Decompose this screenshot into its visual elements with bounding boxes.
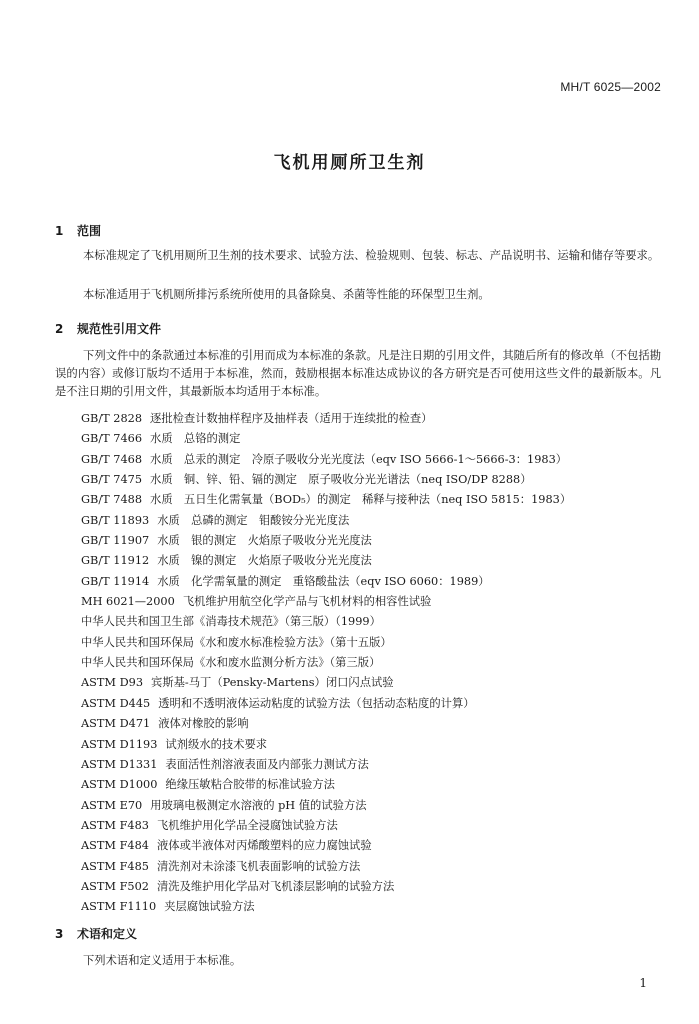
reference-code: GB/T 7466 [81,432,143,446]
reference-item [81,592,671,612]
reference-code: ASTM D471 [81,717,151,731]
reference-title: 液体对橡胶的影响 [158,717,249,731]
reference-title: 绝缘压敏粘合胶带的标准试验方法 [165,778,335,792]
reference-title: 飞机维护用航空化学产品与飞机材料的相容性试验 [182,595,432,609]
reference-code: GB/T 11912 [81,554,150,568]
reference-title: 水质 总铬的测定 [150,432,241,446]
reference-title: 用玻璃电极测定水溶液的 pH 值的试验方法 [150,798,367,812]
reference-code: ASTM D445 [81,696,151,710]
section-1-heading [55,222,101,239]
section-3-heading [55,925,137,942]
section-1-paragraph-1: 本标准规定了飞机用厕所卫生剂的技术要求、试验方法、检验规则、包装、标志、产品说明书、运输和储存等要求。 [83,249,660,262]
document-title: 飞机用厕所卫生剂 [273,153,426,173]
reference-title: 水质 五日生化需氧量（BOD₅）的测定 稀释与接种法（neq ISO 5815：1983） [150,493,572,507]
reference-item [81,409,671,429]
reference-title: 宾斯基-马丁（Pensky-Martens）闭口闪点试验 [151,676,394,690]
standard-code: MH/T 6025—2002 [560,80,661,94]
reference-item [81,429,671,449]
reference-item [81,511,671,531]
reference-item [81,714,671,734]
reference-title: 表面活性剂溶液表面及内部张力测试方法 [165,757,369,771]
reference-code: ASTM F502 [81,879,149,893]
reference-item [81,633,671,653]
reference-code: GB/T 7488 [81,493,143,507]
reference-code: GB/T 11893 [81,513,150,527]
reference-item [81,816,671,836]
reference-item [81,450,671,470]
reference-title: 水质 总汞的测定 冷原子吸收分光光度法（eqv ISO 5666-1～5666-3：1983） [150,452,568,466]
section-3-paragraph-1: 下列术语和定义适用于本标准。 [83,954,242,967]
reference-item [81,470,671,490]
reference-title: 飞机维护用化学品全浸腐蚀试验方法 [157,818,338,832]
section-number: 3 [55,927,64,941]
reference-title: 水质 铜、锌、铅、镉的测定 原子吸收分光光谱法（neq ISO/DP 8288） [150,473,532,487]
reference-code: GB/T 7475 [81,473,143,487]
reference-code: GB/T 11914 [81,574,150,588]
reference-title: 清洗剂对未涂漆飞机表面影响的试验方法 [157,859,361,873]
reference-title: 夹层腐蚀试验方法 [164,900,255,914]
section-number: 2 [55,322,64,336]
section-2-paragraph-1: 下列文件中的条款通过本标准的引用而成为本标准的条款。凡是注日期的引用文件，其随后所有的修改单（不包括勘误的内容）或修订版均不适用于本标准，然而，鼓励根据本标准达成协议的各方研究是否可使用这些文件的最新版本。凡是不注日期的引用文件，其最新版本均适用于本标准。 [55,349,661,398]
reference-title: 中华人民共和国环保局《水和废水标准检验方法》（第十五版） [81,635,392,649]
reference-title: 水质 银的测定 火焰原子吸收分光光度法 [157,534,372,548]
reference-title: 清洗及维护用化学品对飞机漆层影响的试验方法 [157,879,395,893]
section-title: 术语和定义 [77,927,138,941]
section-title: 范围 [77,224,102,238]
section-1-paragraph-2: 本标准适用于飞机厕所排污系统所使用的具备除臭、杀菌等性能的环保型卫生剂。 [83,288,490,301]
reference-code: GB/T 2828 [81,412,143,425]
reference-item [81,653,671,673]
section-title: 规范性引用文件 [77,322,162,336]
reference-item [81,572,671,592]
reference-item [81,490,671,510]
reference-title: 水质 镍的测定 火焰原子吸收分光光度法 [157,554,372,568]
reference-code: ASTM D93 [81,676,144,690]
reference-title: 逐批检查计数抽样程序及抽样表（适用于连续批的检查） [150,412,433,425]
reference-code: ASTM F484 [81,839,149,853]
reference-item [81,673,671,693]
reference-code: ASTM D1331 [81,757,158,771]
reference-item [81,735,671,755]
reference-code: ASTM D1000 [81,778,158,792]
page-number: 1 [639,976,647,990]
reference-item [81,612,671,632]
reference-title: 液体或半液体对丙烯酸塑料的应力腐蚀试验 [157,839,372,853]
reference-code: ASTM E70 [81,798,143,812]
reference-item [81,796,671,816]
reference-code: MH 6021—2000 [81,595,175,609]
reference-item [81,836,671,856]
reference-item [81,551,671,571]
reference-item [81,877,671,897]
reference-title: 透明和不透明液体运动粘度的试验方法（包括动态粘度的计算） [158,696,475,710]
reference-item [81,897,671,917]
reference-code: ASTM D1193 [81,737,158,751]
normative-references-list [81,409,671,918]
reference-title: 水质 总磷的测定 钼酸铵分光光度法 [157,513,350,527]
reference-item [81,694,671,714]
reference-title: 中华人民共和国环保局《水和废水监测分析方法》（第三版） [81,656,381,670]
reference-item [81,755,671,775]
reference-code: ASTM F485 [81,859,149,873]
reference-item [81,531,671,551]
reference-code: GB/T 7468 [81,452,143,466]
section-2-heading [55,320,161,337]
reference-title: 试剂级水的技术要求 [165,737,268,751]
reference-code: GB/T 11907 [81,534,150,548]
section-number: 1 [55,224,64,238]
reference-title: 水质 化学需氧量的测定 重铬酸盐法（eqv ISO 6060：1989） [157,574,490,588]
reference-code: ASTM F483 [81,818,149,832]
reference-item [81,775,671,795]
reference-title: 中华人民共和国卫生部《消毒技术规范》（第三版）（1999） [81,615,381,629]
reference-item [81,857,671,877]
reference-code: ASTM F1110 [81,900,157,914]
